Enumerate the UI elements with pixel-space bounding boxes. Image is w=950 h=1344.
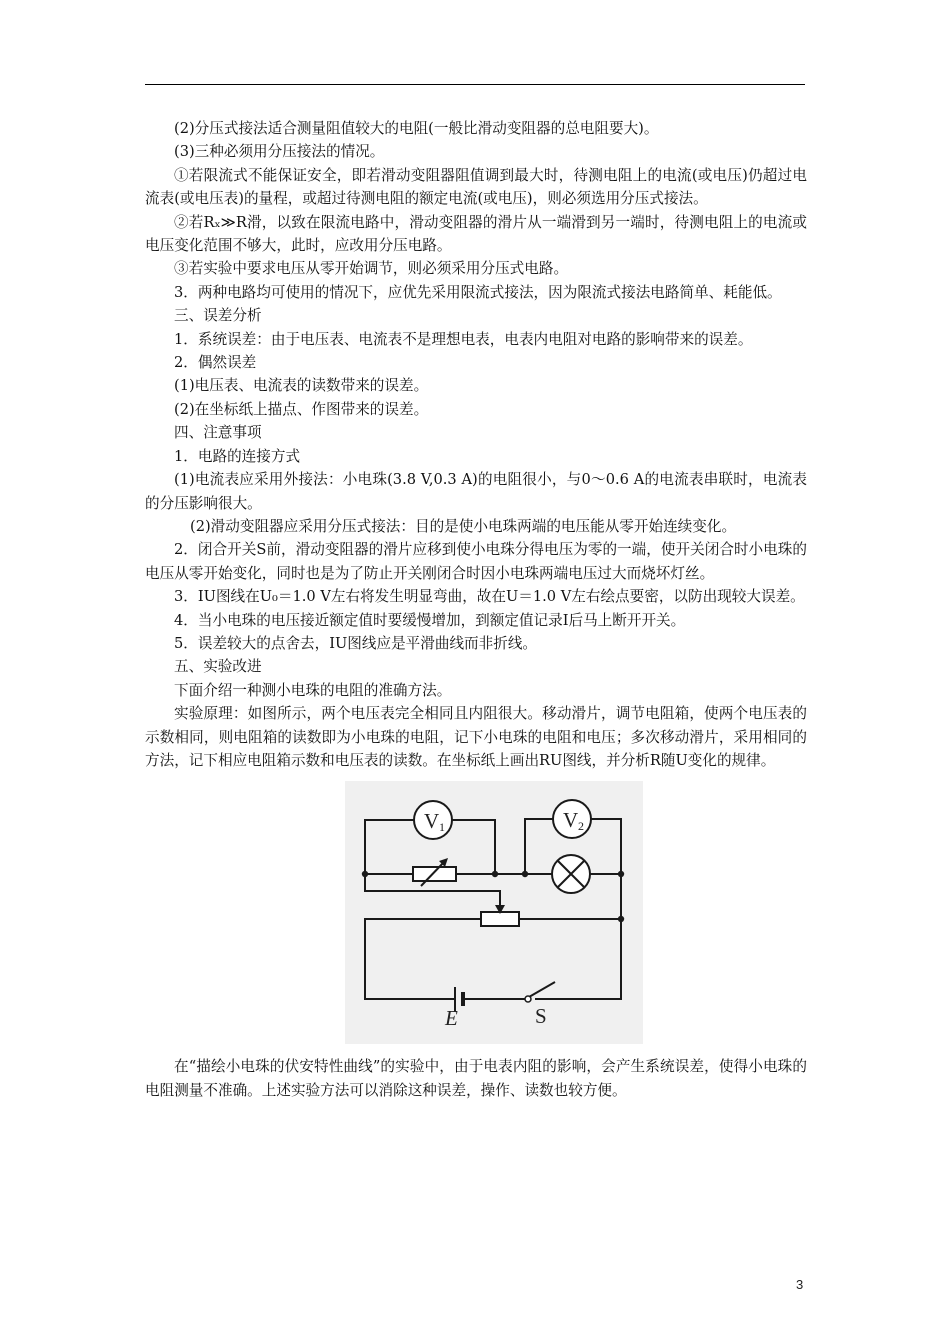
paragraph: (1)电压表、电流表的读数带来的误差。 <box>174 377 429 395</box>
paragraph: (3)三种必须用分压接法的情况。 <box>174 143 385 161</box>
paragraph: 五、实验改进 <box>174 658 262 676</box>
paragraph: 四、注意事项 <box>174 424 262 442</box>
circuit-diagram <box>345 781 643 1044</box>
switch-blade <box>529 982 555 997</box>
paragraph: 2．闭合开关S前，滑动变阻器的滑片应移到使小电珠分得电压为零的一端，使开关闭合时小电珠的电压从零开始变化，同时也是为了防止开关刚闭合时因小电珠两端电压过大而烧坏灯丝。 <box>145 541 807 582</box>
battery-label: E <box>445 1006 458 1031</box>
paragraph: 三、误差分析 <box>174 307 262 325</box>
wire-v1-right <box>452 820 495 874</box>
junction-dot <box>522 871 528 877</box>
voltmeter-2-subscript: 2 <box>578 819 584 834</box>
paragraph: 实验原理：如图所示，两个电压表完全相同且内阻很大。移动滑片，调节电阻箱，使两个电压表的示数相同，则电阻箱的读数即为小电珠的电阻，记下小电珠的电阻和电压；多次移动滑片，采用相同的方法，记下相应电阻箱示数和电压表的读数。在坐标纸上画出RU图线，并分析R随U变化的规律。 <box>145 705 807 769</box>
voltmeter-1-subscript: 1 <box>439 820 445 835</box>
paragraph: 3．两种电路均可使用的情况下，应优先采用限流式接法，因为限流式接法电路简单、耗能低。 <box>174 283 782 301</box>
wire-v2-right <box>591 819 621 874</box>
voltmeter-1-letter: V <box>424 809 440 834</box>
paragraph: (2)滑动变阻器应采用分压式接法：目的是使小电珠两端的电压能从零开始连续变化。 <box>190 517 737 535</box>
paragraph: 4．当小电珠的电压接近额定值时要缓慢增加，到额定值记录I后马上断开开关。 <box>174 611 686 629</box>
paragraph: ①若限流式不能保证安全，即若滑动变阻器阻值调到最大时，待测电阻上的电流(或电压)仍超过电流表(或电压表)的量程，或超过待测电阻的额定电流(或电压)，则必须选用分压式接法。 <box>145 166 807 208</box>
wire-v1-loop <box>365 820 414 874</box>
rheostat-body <box>481 912 519 926</box>
page-content <box>145 117 807 1102</box>
junction-dot <box>492 871 498 877</box>
resistance-box <box>413 867 456 881</box>
paragraph: (2)在坐标纸上描点、作图带来的误差。 <box>174 400 429 418</box>
paragraph: 3．IU图线在U₀＝1.0 V左右将发生明显弯曲，故在U＝1.0 V左右绘点要密，以防出现较大误差。 <box>174 588 805 606</box>
voltmeter-2-letter: V <box>563 808 579 833</box>
circuit-svg <box>345 781 643 1044</box>
paragraph: (2)分压式接法适合测量阻值较大的电阻(一般比滑动变阻器的总电阻要大)。 <box>174 120 659 137</box>
junction-dot <box>618 871 624 877</box>
paragraphs-after <box>145 1055 807 1102</box>
paragraph: 1．电路的连接方式 <box>174 447 301 465</box>
paragraph: (1)电流表应采用外接法：小电珠(3.8 V,0.3 A)的电阻很小，与0～0.6 A的电流表串联时，电流表的分压影响很大。 <box>145 471 807 512</box>
header-rule <box>145 84 805 85</box>
paragraph: 2．偶然误差 <box>174 354 257 372</box>
switch-label: S <box>535 1004 547 1029</box>
paragraph: 下面介绍一种测小电珠的电阻的准确方法。 <box>174 681 452 699</box>
paragraph: ②若Rₓ≫R滑，以致在限流电路中，滑动变阻器的滑片从一端滑到另一端时，待测电阻上的电流或电压变化范围不够大，此时，应改用分压电路。 <box>145 213 807 255</box>
wire-pot-left <box>365 919 481 999</box>
paragraph: 5．误差较大的点舍去，IU图线应是平滑曲线而非折线。 <box>174 634 538 652</box>
switch-contact-left <box>525 996 531 1002</box>
junction-dot <box>362 871 368 877</box>
paragraph: 在“描绘小电珠的伏安特性曲线”的实验中，由于电表内阻的影响，会产生系统误差，使得小电珠的电阻测量不准确。上述实验方法可以消除这种误差，操作、读数也较方便。 <box>145 1058 807 1099</box>
wire-v2-left <box>525 819 553 874</box>
paragraph: 1．系统误差：由于电压表、电流表不是理想电表，电表内电阻对电路的影响带来的误差。 <box>174 330 753 348</box>
paragraphs-before <box>145 117 807 772</box>
paragraph: ③若实验中要求电压从零开始调节，则必须采用分压式电路。 <box>174 260 569 278</box>
page-number: 3 <box>796 1277 804 1292</box>
junction-dot <box>618 916 624 922</box>
